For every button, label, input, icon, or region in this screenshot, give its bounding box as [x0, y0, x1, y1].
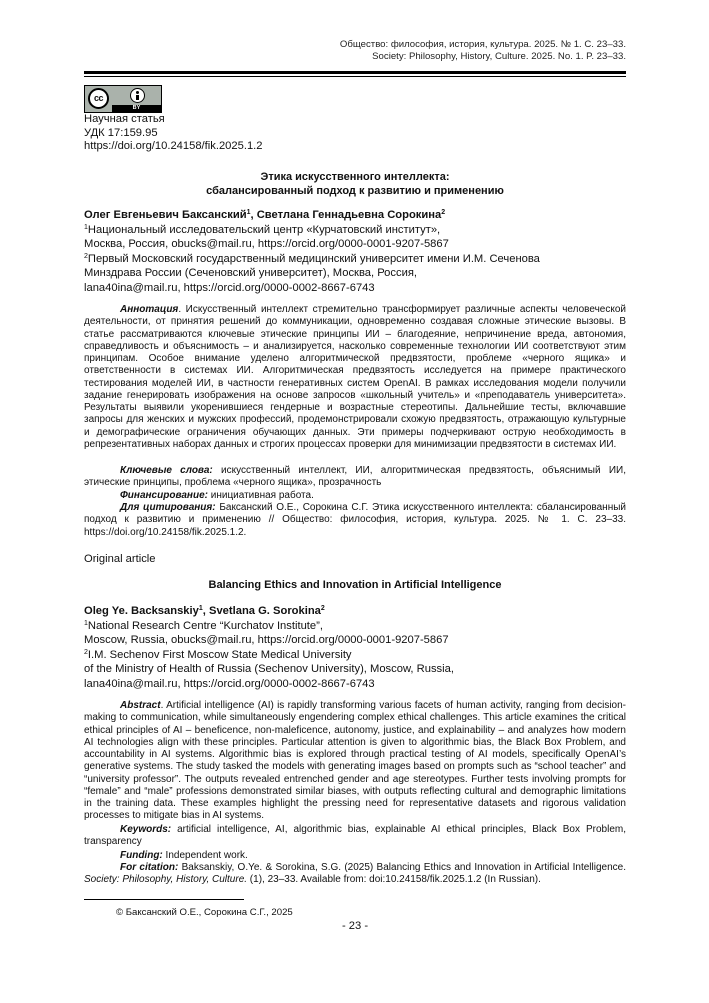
funding-ru: [84, 490, 626, 502]
aff1-line1-en: National Research Centre “Kurchatov Institute”,: [87, 619, 323, 632]
affiliation2-line2-ru: Минздрава России (Сеченовский университет), Москва, Россия,: [84, 267, 418, 280]
article-type-en: Original article: [84, 553, 156, 565]
author2-name-en: Svetlana G. Sorokina: [208, 605, 321, 617]
attribution-person-icon: [130, 88, 145, 103]
cc-by-license-badge[interactable]: [84, 85, 162, 113]
aff1-sup: 1: [84, 223, 88, 231]
citation-en-text1: Baksanskiy, O.Ye. & Sorokina, S.G. (2025) Balancing Ethics and Innovation in Artificial Intelligence.: [178, 862, 627, 873]
author1-sup-en: 1: [198, 605, 203, 612]
running-header-ru: Общество: философия, история, культура. 2025. № 1. С. 23–33.: [339, 39, 626, 50]
authors-en: [84, 604, 644, 692]
author1-sup: 1: [246, 209, 251, 216]
author-separator: ,: [250, 209, 257, 221]
keywords-ru: [84, 465, 626, 490]
funding-en: [84, 850, 626, 862]
funding-ru-text: инициативная работа.: [207, 490, 314, 501]
citation-en-text2: (1), 23–33. Available from: doi:10.24158/fik.2025.1.2 (In Russian).: [247, 874, 541, 886]
author-names-en: [84, 604, 644, 619]
funding-en-text: Independent work.: [162, 850, 248, 861]
keywords-en-label: Keywords:: [120, 824, 172, 835]
affiliation1-en: [84, 619, 644, 634]
author-separator-en: ,: [202, 605, 209, 617]
article-type: Научная статья: [84, 113, 165, 125]
affiliation2-contacts-ru[interactable]: lana40ina@mail.ru, https://orcid.org/0000-0002-8667-6743: [84, 281, 375, 294]
cc-icon: cc: [88, 88, 109, 109]
aff2-line1: Первый Московский государственный медицинский университет имени И.М. Сеченова: [87, 252, 540, 265]
author1-name-en: Oleg Ye. Backsanskiy: [84, 605, 199, 617]
doi-link[interactable]: https://doi.org/10.24158/fik.2025.1.2: [84, 140, 263, 153]
running-header: [84, 39, 626, 62]
author2-sup: 2: [441, 209, 446, 216]
title-ru-line2: сбалансированный подход к развитию и применению: [206, 185, 504, 197]
citation-ru-label: Для цитирования:: [120, 502, 216, 513]
aff2-sup: 2: [84, 252, 88, 260]
header-rule-thin: [84, 76, 626, 77]
keywords-ru-label: Ключевые слова:: [120, 465, 213, 476]
author2-name: Светлана Геннадьевна Сорокина: [256, 209, 442, 221]
citation-en: [84, 862, 626, 887]
funding-en-label: Funding:: [120, 850, 163, 861]
citation-ru: [84, 502, 626, 539]
affiliation1-contacts-ru[interactable]: Москва, Россия, obucks@mail.ru, https://orcid.org/0000-0001-9207-5867: [84, 238, 449, 251]
keywords-en-text: artificial intelligence, AI, algorithmic bias, explainable AI ethical principles, Black Box Problem, transparency: [84, 824, 626, 848]
title-en: Balancing Ethics and Innovation in Artificial Intelligence: [208, 579, 502, 591]
author1-name: Олег Евгеньевич Баксанский: [84, 209, 247, 221]
title-ru: [84, 170, 626, 198]
running-header-en: Society: Philosophy, History, Culture. 2025. No. 1. P. 23–33.: [372, 50, 626, 62]
citation-en-journal: Society: Philosophy, History, Culture.: [84, 874, 248, 886]
citation-ru-text: Баксанский О.Е., Сорокина С.Г. Этика искусственного интеллекта: сбалансированный подход к развитию и применению // Общество: философия, история, культура. 2025. № 1. С. 23–33. https://doi.org/10.24158/fik.2025.1.2.: [84, 502, 627, 538]
affiliation2-line2-en: of the Ministry of Health of Russia (Sechenov University), Moscow, Russia,: [84, 663, 454, 676]
author2-sup-en: 2: [320, 605, 325, 612]
copyright-footnote: © Баксанский О.Е., Сорокина С.Г., 2025: [116, 907, 293, 918]
header-rule-thick: [84, 71, 626, 74]
article-meta: [84, 113, 263, 154]
by-label: BY: [112, 105, 161, 112]
keywords-en: [84, 824, 626, 849]
abstract-ru-label: Аннотация: [120, 304, 179, 315]
page-number: - 23 -: [341, 920, 369, 932]
aff1-sup-en: 1: [84, 619, 88, 627]
abstract-en-label: Abstract: [120, 700, 161, 711]
author-names-ru: [84, 208, 644, 223]
udc-code: УДК 17:159.95: [84, 126, 158, 139]
title-ru-line1: Этика искусственного интеллекта:: [260, 171, 450, 183]
keywords-ru-text: искусственный интеллект, ИИ, алгоритмическая предвзятость, объяснимый ИИ, этические принципы, проблема «черного ящика», прозрачность: [84, 465, 626, 489]
affiliation2-contacts-en[interactable]: lana40ina@mail.ru, https://orcid.org/0000-0002-8667-6743: [84, 677, 375, 690]
abstract-ru: [84, 304, 626, 451]
aff2-line1-en: I.M. Sechenov First Moscow State Medical University: [87, 648, 352, 661]
abstract-en: [84, 700, 626, 823]
affiliation1-contacts-en[interactable]: Moscow, Russia, obucks@mail.ru, https://orcid.org/0000-0001-9207-5867: [84, 634, 449, 647]
affiliation2-ru: [84, 252, 644, 267]
funding-ru-label: Финансирование:: [120, 490, 208, 501]
authors-ru: [84, 208, 644, 296]
affiliation2-en: [84, 648, 644, 663]
citation-en-label: For citation:: [120, 862, 179, 873]
footnote-divider: [84, 899, 244, 900]
abstract-ru-text: . Искусственный интеллект стремительно трансформирует различные аспекты человеческой деятельности, от принятия решений до коммуникации, одновременно создавая сложные этические вызовы. В статье рассматриваются ключевые этические принципы ИИ – благодеяние, непричинение вреда, автономия, справедливость и объяснимость – и анализируется, насколько современные технологии ИИ соответствуют этим принципам. Особое внимание уделено алгоритмической предвзятости, проблеме «черного ящика» и ответственности в системах ИИ. Алгоритмическая предвзятость исследуется на примере практического тестирования моделей ИИ, в частности генеративных систем OpenAI. В рамках исследования модели получили задание генерировать изображения на основе запросов «школьный учитель» и «преподаватель университета». Результаты выявили укоренившиеся гендерные и возрастные стереотипы. Дальнейшие тесты, включавшие запросы для женских и мужских профессий, продемонстрировали схожую предвзятость, отражающую культурные и демографические ограничения обучающих данных. Эти примеры подчеркивают острую необходимость в репрезентативных наборах данных и строгих процессах проверки для минимизации предвзятости в системах ИИ.: [84, 304, 626, 450]
aff2-sup-en: 2: [84, 648, 88, 656]
affiliation1-ru: [84, 223, 644, 238]
aff1-line1: Национальный исследовательский центр «Курчатовский институт»,: [87, 223, 441, 236]
abstract-en-text: . Artificial intelligence (AI) is rapidly transforming various facets of human activity, ranging from decision-making to communication, while simultaneously engendering complex ethical challenges. This article examines the critical ethical principles of AI – beneficence, non-maleficence, autonomy, justice, and explainability – and analyzes how modern AI technologies align with these principles. Particular attention is given to algorithmic bias, the Black Box Problem, and accountability in AI systems. Algorithmic bias is explored through practical testing of AI models, specifically OpenAI’s generative systems. The study tasked the models with generating images based on prompts such as “school teacher” and “university professor”. The outputs revealed entrenched gender and age stereotypes. Further tests involving prompts for “female” and “male” professions demonstrated similar biases, with outputs reflecting cultural and demographic limitations in the training data. These examples highlight the pressing need for representative datasets and rigorous validation processes to mitigate bias in AI systems.: [84, 700, 626, 822]
